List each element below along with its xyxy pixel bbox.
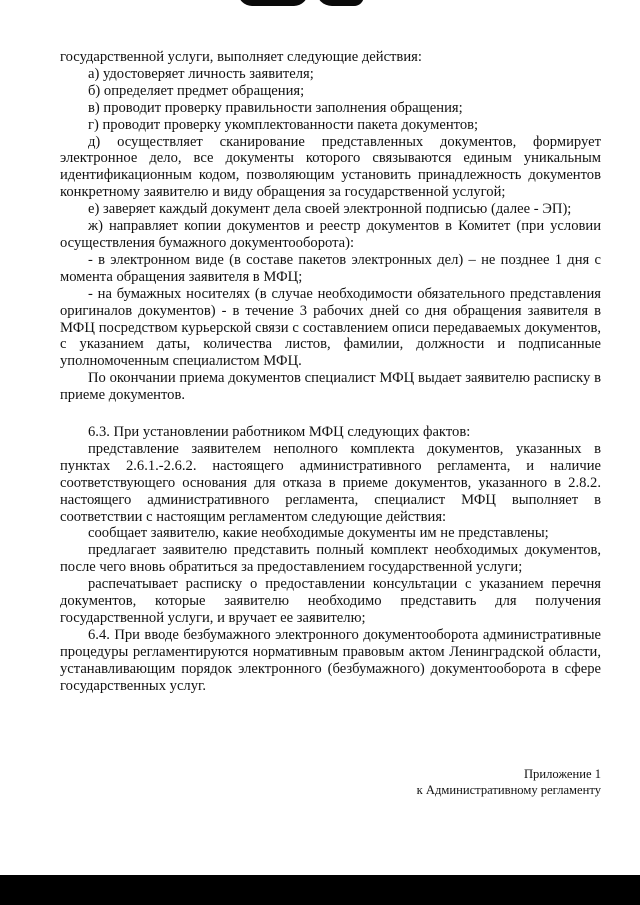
section-heading: 6.3. При установлении работником МФЦ следующих фактов: bbox=[88, 424, 471, 441]
appendix-title: Приложение 1 bbox=[523, 767, 601, 781]
paragraph: д) осуществляет сканирование представленных документов, формирует электронное дело, все документы которого связываются единым уникальным идентификационным кодом, позволяющим установить принадлежность документов конкретному заявителю и виду обращения за государственной услугой; bbox=[60, 133, 601, 201]
paragraph: г) проводит проверку укомплектованности пакета документов; bbox=[88, 116, 479, 133]
paragraph: в) проводит проверку правильности заполнения обращения; bbox=[88, 99, 463, 116]
paragraph: е) заверяет каждый документ дела своей электронной подписью (далее - ЭП); bbox=[88, 201, 572, 218]
scan-artifact bbox=[238, 0, 308, 6]
scan-artifact bbox=[316, 0, 364, 6]
paragraph: предлагает заявителю представить полный комплект необходимых документов, после чего вновь обратиться за предоставлением государственной услуги; bbox=[60, 542, 601, 576]
paragraph: 6.4. При вводе безбумажного электронного документооборота административные процедуры регламентируются нормативным правовым актом Ленинградской области, устанавливающим порядок электронного (безбумажного) документооборота в сфере государственных услуг. bbox=[60, 626, 601, 694]
paragraph: - на бумажных носителях (в случае необходимости обязательного представления оригиналов документов) - в течение 3 рабочих дней со дня обращения заявителя в МФЦ посредством курьерской связи с составлением описи передаваемых документов, с указанием даты, количества листов, фамилии, должности и подписанные уполномоченным специалистом МФЦ. bbox=[60, 285, 601, 370]
document-body bbox=[60, 49, 601, 695]
paragraph: а) удостоверяет личность заявителя; bbox=[88, 65, 314, 82]
paragraph: б) определяет предмет обращения; bbox=[88, 82, 305, 99]
paragraph: государственной услуги, выполняет следующие действия: bbox=[60, 49, 422, 65]
paragraph: По окончании приема документов специалист МФЦ выдает заявителю расписку в приеме документов. bbox=[60, 370, 601, 404]
paragraph: представление заявителем неполного комплекта документов, указанных в пунктах 2.6.1.-2.6.2. настоящего административного регламента, и наличие соответствующего основания для отказа в приеме документов, указанного в 2.8.2. настоящего административного регламента, специалист МФЦ выполняет в соответствии с настоящим регламентом следующие действия: bbox=[60, 440, 601, 525]
paragraph: ж) направляет копии документов и реестр документов в Комитет (при условии осуществления бумажного документооборота): bbox=[60, 218, 601, 251]
paragraph: распечатывает расписку о предоставлении консультации с указанием перечня документов, которые заявителю необходимо представить для получения государственной услуги, и вручает ее заявителю; bbox=[60, 576, 601, 626]
appendix-subtitle: к Административному регламенту bbox=[416, 783, 601, 797]
appendix-caption bbox=[417, 766, 601, 798]
scan-border bbox=[0, 875, 640, 905]
paragraph: - в электронном виде (в составе пакетов электронных дел) – не позднее 1 дня с момента обращения заявителя в МФЦ; bbox=[60, 251, 601, 285]
paragraph: сообщает заявителю, какие необходимые документы им не представлены; bbox=[88, 525, 549, 542]
